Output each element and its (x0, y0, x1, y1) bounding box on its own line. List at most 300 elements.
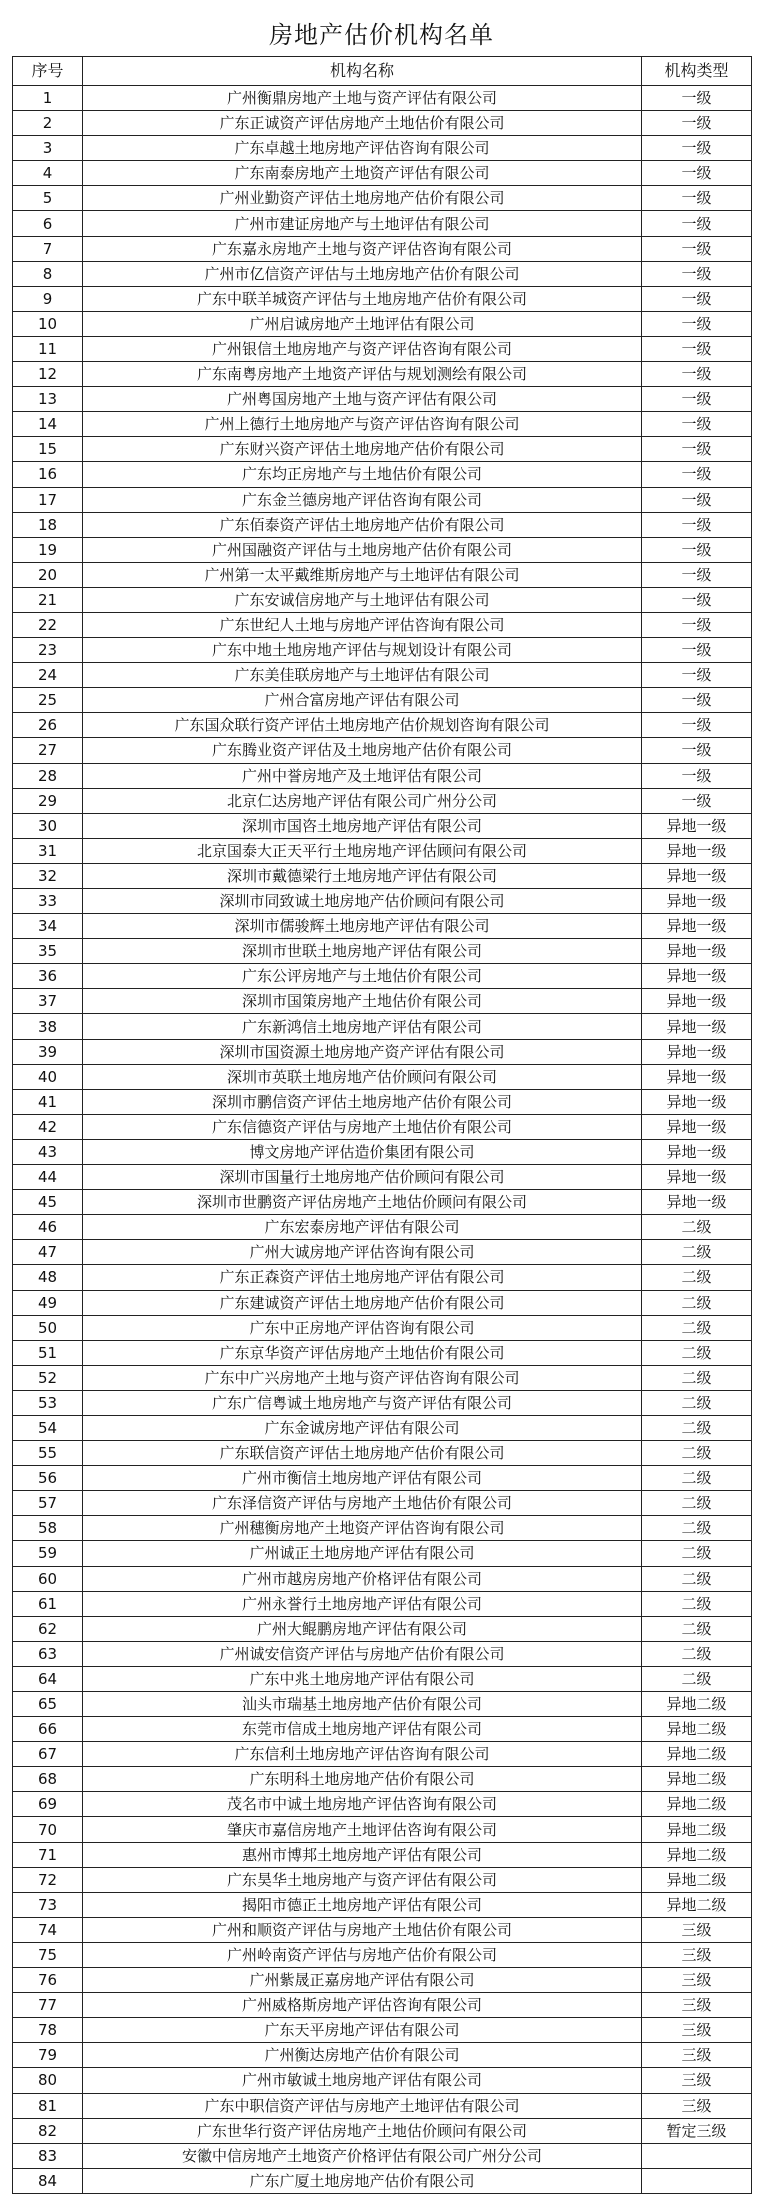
row-agency-type: 二级 (642, 1315, 752, 1340)
row-index: 26 (13, 713, 83, 738)
row-agency-name: 东莞市信成土地房地产评估有限公司 (83, 1717, 642, 1742)
row-agency-type: 三级 (642, 1917, 752, 1942)
row-agency-name: 广东公评房地产与土地估价有限公司 (83, 964, 642, 989)
table-row (13, 462, 752, 487)
table-row (13, 487, 752, 512)
row-agency-name: 广州市敏诚土地房地产评估有限公司 (83, 2068, 642, 2093)
table-row (13, 1767, 752, 1792)
table-row (13, 1466, 752, 1491)
row-agency-type: 一级 (642, 336, 752, 361)
row-agency-type: 三级 (642, 1993, 752, 2018)
table-row (13, 2018, 752, 2043)
row-agency-name: 广东联信资产评估土地房地产估价有限公司 (83, 1441, 642, 1466)
table-row (13, 1265, 752, 1290)
row-agency-name: 广东卓越土地房地产评估咨询有限公司 (83, 136, 642, 161)
row-index: 60 (13, 1566, 83, 1591)
row-agency-type: 三级 (642, 1968, 752, 1993)
row-agency-type: 一级 (642, 788, 752, 813)
row-agency-type: 异地一级 (642, 1014, 752, 1039)
row-agency-name: 广东金诚房地产评估有限公司 (83, 1415, 642, 1440)
row-agency-type (642, 2168, 752, 2193)
row-index: 24 (13, 663, 83, 688)
row-agency-name: 广州诚安信资产评估与房地产估价有限公司 (83, 1641, 642, 1666)
table-header-row (13, 57, 752, 86)
row-index: 53 (13, 1390, 83, 1415)
row-index: 12 (13, 362, 83, 387)
row-agency-type: 一级 (642, 362, 752, 387)
row-index: 62 (13, 1616, 83, 1641)
row-agency-name: 深圳市国策房地产土地估价有限公司 (83, 989, 642, 1014)
agency-table (12, 56, 752, 2194)
table-row (13, 1717, 752, 1742)
table-row (13, 1240, 752, 1265)
row-agency-type: 二级 (642, 1365, 752, 1390)
row-agency-name: 广州国融资产评估与土地房地产估价有限公司 (83, 537, 642, 562)
row-agency-type: 二级 (642, 1415, 752, 1440)
row-index: 55 (13, 1441, 83, 1466)
row-agency-type: 异地一级 (642, 1139, 752, 1164)
row-index: 73 (13, 1892, 83, 1917)
row-index: 32 (13, 863, 83, 888)
row-agency-name: 广州市衡信土地房地产评估有限公司 (83, 1466, 642, 1491)
row-agency-name: 广东佰泰资产评估土地房地产估价有限公司 (83, 512, 642, 537)
table-row (13, 1692, 752, 1717)
row-index: 16 (13, 462, 83, 487)
row-agency-name: 广州启诚房地产土地评估有限公司 (83, 311, 642, 336)
row-index: 21 (13, 587, 83, 612)
table-row (13, 1917, 752, 1942)
row-agency-name: 广东金兰德房地产评估咨询有限公司 (83, 487, 642, 512)
row-agency-type: 异地二级 (642, 1717, 752, 1742)
row-agency-type: 异地二级 (642, 1692, 752, 1717)
row-agency-name: 广州紫晟正嘉房地产评估有限公司 (83, 1968, 642, 1993)
row-index: 38 (13, 1014, 83, 1039)
row-agency-name: 广东广厦土地房地产估价有限公司 (83, 2168, 642, 2193)
row-index: 57 (13, 1491, 83, 1516)
row-index: 9 (13, 286, 83, 311)
row-agency-type: 异地一级 (642, 838, 752, 863)
row-agency-type: 异地一级 (642, 813, 752, 838)
row-index: 74 (13, 1917, 83, 1942)
row-index: 10 (13, 311, 83, 336)
row-agency-name: 广东中正房地产评估咨询有限公司 (83, 1315, 642, 1340)
row-agency-name: 广东正森资产评估土地房地产评估有限公司 (83, 1265, 642, 1290)
row-agency-type: 一级 (642, 136, 752, 161)
table-row (13, 2143, 752, 2168)
table-row (13, 1566, 752, 1591)
row-index: 22 (13, 612, 83, 637)
row-agency-type: 一级 (642, 638, 752, 663)
row-index: 66 (13, 1717, 83, 1742)
row-agency-name: 广东明科土地房地产估价有限公司 (83, 1767, 642, 1792)
row-index: 43 (13, 1139, 83, 1164)
row-index: 1 (13, 86, 83, 111)
table-row (13, 1867, 752, 1892)
table-row (13, 788, 752, 813)
row-index: 17 (13, 487, 83, 512)
row-index: 46 (13, 1215, 83, 1240)
row-agency-name: 广州第一太平戴维斯房地产与土地评估有限公司 (83, 562, 642, 587)
row-index: 65 (13, 1692, 83, 1717)
row-index: 30 (13, 813, 83, 838)
row-agency-type: 一级 (642, 462, 752, 487)
header-index: 序号 (13, 57, 83, 86)
row-agency-type: 二级 (642, 1516, 752, 1541)
table-row (13, 311, 752, 336)
row-index: 56 (13, 1466, 83, 1491)
row-index: 68 (13, 1767, 83, 1792)
row-agency-type: 一级 (642, 612, 752, 637)
row-agency-name: 广州合富房地产评估有限公司 (83, 688, 642, 713)
row-index: 58 (13, 1516, 83, 1541)
row-index: 19 (13, 537, 83, 562)
row-agency-type: 一级 (642, 161, 752, 186)
row-agency-type: 异地一级 (642, 914, 752, 939)
row-index: 33 (13, 889, 83, 914)
row-agency-name: 广东天平房地产评估有限公司 (83, 2018, 642, 2043)
row-index: 48 (13, 1265, 83, 1290)
row-index: 18 (13, 512, 83, 537)
row-agency-type: 一级 (642, 437, 752, 462)
row-agency-type: 异地一级 (642, 1190, 752, 1215)
row-agency-name: 广州大鲲鹏房地产评估有限公司 (83, 1616, 642, 1641)
row-agency-name: 广东世华行资产评估房地产土地估价顾问有限公司 (83, 2118, 642, 2143)
row-index: 3 (13, 136, 83, 161)
table-row (13, 612, 752, 637)
row-index: 49 (13, 1290, 83, 1315)
row-agency-type: 异地一级 (642, 1064, 752, 1089)
table-row (13, 763, 752, 788)
row-agency-name: 深圳市英联土地房地产估价顾问有限公司 (83, 1064, 642, 1089)
header-agency-type: 机构类型 (642, 57, 752, 86)
row-agency-name: 广州市建证房地产与土地评估有限公司 (83, 211, 642, 236)
row-agency-type: 异地二级 (642, 1892, 752, 1917)
table-row (13, 211, 752, 236)
table-row (13, 1968, 752, 1993)
table-row (13, 914, 752, 939)
table-row (13, 111, 752, 136)
row-agency-name: 广州业勤资产评估土地房地产估价有限公司 (83, 186, 642, 211)
row-agency-type: 二级 (642, 1466, 752, 1491)
row-agency-type: 一级 (642, 236, 752, 261)
row-agency-type: 异地二级 (642, 1867, 752, 1892)
row-agency-type: 异地一级 (642, 939, 752, 964)
row-index: 7 (13, 236, 83, 261)
table-row (13, 1591, 752, 1616)
row-agency-type: 异地二级 (642, 1842, 752, 1867)
row-agency-name: 广东泽信资产评估与房地产土地估价有限公司 (83, 1491, 642, 1516)
row-agency-type: 异地一级 (642, 964, 752, 989)
row-agency-name: 广州银信土地房地产与资产评估咨询有限公司 (83, 336, 642, 361)
row-agency-name: 北京国泰大正天平行土地房地产评估顾问有限公司 (83, 838, 642, 863)
table-row (13, 1742, 752, 1767)
table-row (13, 1842, 752, 1867)
row-agency-type: 异地一级 (642, 1114, 752, 1139)
row-index: 67 (13, 1742, 83, 1767)
row-agency-name: 汕头市瑞基土地房地产估价有限公司 (83, 1692, 642, 1717)
row-agency-name: 广州衡鼎房地产土地与资产评估有限公司 (83, 86, 642, 111)
row-index: 61 (13, 1591, 83, 1616)
row-agency-type: 二级 (642, 1340, 752, 1365)
row-agency-type: 异地一级 (642, 1039, 752, 1064)
row-agency-type: 一级 (642, 387, 752, 412)
row-agency-name: 广东中广兴房地产土地与资产评估咨询有限公司 (83, 1365, 642, 1390)
row-index: 31 (13, 838, 83, 863)
row-index: 41 (13, 1089, 83, 1114)
row-agency-type: 二级 (642, 1666, 752, 1691)
row-agency-name: 广州永誉行土地房地产评估有限公司 (83, 1591, 642, 1616)
row-agency-name: 惠州市博邦土地房地产评估有限公司 (83, 1842, 642, 1867)
table-row (13, 838, 752, 863)
row-agency-type: 异地一级 (642, 863, 752, 888)
row-agency-type: 异地一级 (642, 1089, 752, 1114)
row-index: 72 (13, 1867, 83, 1892)
table-row (13, 362, 752, 387)
table-row (13, 1892, 752, 1917)
row-agency-name: 深圳市戴德梁行土地房地产评估有限公司 (83, 863, 642, 888)
row-agency-type: 一级 (642, 562, 752, 587)
table-row (13, 1641, 752, 1666)
row-agency-type: 一级 (642, 261, 752, 286)
row-agency-name: 广州上德行土地房地产与资产评估咨询有限公司 (83, 412, 642, 437)
table-row (13, 1139, 752, 1164)
table-row (13, 1942, 752, 1967)
table-row (13, 1215, 752, 1240)
row-agency-name: 茂名市中诚土地房地产评估咨询有限公司 (83, 1792, 642, 1817)
row-agency-name: 深圳市世联土地房地产评估有限公司 (83, 939, 642, 964)
row-agency-name: 深圳市国量行土地房地产估价顾问有限公司 (83, 1165, 642, 1190)
row-agency-name: 安徽中信房地产土地资产价格评估有限公司广州分公司 (83, 2143, 642, 2168)
row-agency-name: 广东昊华土地房地产与资产评估有限公司 (83, 1867, 642, 1892)
table-row (13, 186, 752, 211)
row-agency-type: 二级 (642, 1541, 752, 1566)
row-agency-name: 广州大诚房地产评估咨询有限公司 (83, 1240, 642, 1265)
table-row (13, 738, 752, 763)
row-agency-name: 深圳市国咨土地房地产评估有限公司 (83, 813, 642, 838)
table-row (13, 161, 752, 186)
row-index: 47 (13, 1240, 83, 1265)
row-index: 64 (13, 1666, 83, 1691)
table-row (13, 2068, 752, 2093)
table-row (13, 1792, 752, 1817)
row-agency-name: 广东中联羊城资产评估与土地房地产估价有限公司 (83, 286, 642, 311)
row-agency-type: 一级 (642, 537, 752, 562)
row-index: 70 (13, 1817, 83, 1842)
row-agency-name: 广东均正房地产与土地估价有限公司 (83, 462, 642, 487)
row-agency-type: 二级 (642, 1591, 752, 1616)
row-index: 23 (13, 638, 83, 663)
row-agency-name: 广东嘉永房地产土地与资产评估咨询有限公司 (83, 236, 642, 261)
row-index: 42 (13, 1114, 83, 1139)
row-index: 50 (13, 1315, 83, 1340)
row-index: 4 (13, 161, 83, 186)
row-agency-type: 一级 (642, 111, 752, 136)
row-index: 63 (13, 1641, 83, 1666)
row-index: 11 (13, 336, 83, 361)
row-index: 76 (13, 1968, 83, 1993)
row-agency-type: 二级 (642, 1491, 752, 1516)
row-index: 25 (13, 688, 83, 713)
table-row (13, 1993, 752, 2018)
table-row (13, 2168, 752, 2193)
row-agency-type: 一级 (642, 663, 752, 688)
table-row (13, 412, 752, 437)
table-row (13, 1340, 752, 1365)
row-index: 15 (13, 437, 83, 462)
row-agency-name: 广东南泰房地产土地资产评估有限公司 (83, 161, 642, 186)
row-index: 40 (13, 1064, 83, 1089)
table-row (13, 1064, 752, 1089)
row-agency-name: 揭阳市德正土地房地产评估有限公司 (83, 1892, 642, 1917)
table-row (13, 1315, 752, 1340)
row-agency-type: 一级 (642, 713, 752, 738)
row-agency-type (642, 2143, 752, 2168)
row-index: 6 (13, 211, 83, 236)
table-row (13, 86, 752, 111)
table-row (13, 1415, 752, 1440)
table-row (13, 261, 752, 286)
row-agency-name: 广东正诚资产评估房地产土地估价有限公司 (83, 111, 642, 136)
row-index: 5 (13, 186, 83, 211)
row-agency-type: 一级 (642, 311, 752, 336)
row-index: 84 (13, 2168, 83, 2193)
row-index: 20 (13, 562, 83, 587)
table-row (13, 1165, 752, 1190)
row-agency-type: 一级 (642, 688, 752, 713)
table-row (13, 713, 752, 738)
table-row (13, 1817, 752, 1842)
row-index: 37 (13, 989, 83, 1014)
row-index: 52 (13, 1365, 83, 1390)
row-index: 13 (13, 387, 83, 412)
row-agency-name: 广州和顺资产评估与房地产土地估价有限公司 (83, 1917, 642, 1942)
row-agency-name: 肇庆市嘉信房地产土地评估咨询有限公司 (83, 1817, 642, 1842)
table-row (13, 587, 752, 612)
row-index: 35 (13, 939, 83, 964)
row-index: 34 (13, 914, 83, 939)
row-index: 78 (13, 2018, 83, 2043)
table-row (13, 1516, 752, 1541)
row-agency-type: 二级 (642, 1240, 752, 1265)
row-agency-name: 广东建诚资产评估土地房地产估价有限公司 (83, 1290, 642, 1315)
table-row (13, 286, 752, 311)
row-agency-name: 广东新鸿信土地房地产评估有限公司 (83, 1014, 642, 1039)
row-agency-name: 广州市亿信资产评估与土地房地产估价有限公司 (83, 261, 642, 286)
table-row (13, 989, 752, 1014)
row-agency-name: 广东美佳联房地产与土地评估有限公司 (83, 663, 642, 688)
row-agency-name: 广州衡达房地产估价有限公司 (83, 2043, 642, 2068)
row-agency-name: 北京仁达房地产评估有限公司广州分公司 (83, 788, 642, 813)
row-agency-name: 深圳市鹏信资产评估土地房地产估价有限公司 (83, 1089, 642, 1114)
row-agency-name: 广州市越房房地产价格评估有限公司 (83, 1566, 642, 1591)
row-index: 80 (13, 2068, 83, 2093)
row-agency-name: 广州穗衡房地产土地资产评估咨询有限公司 (83, 1516, 642, 1541)
row-index: 2 (13, 111, 83, 136)
table-row (13, 562, 752, 587)
row-agency-name: 深圳市国资源土地房地产资产评估有限公司 (83, 1039, 642, 1064)
row-agency-name: 广州威格斯房地产评估咨询有限公司 (83, 1993, 642, 2018)
row-agency-type: 一级 (642, 211, 752, 236)
table-row (13, 1666, 752, 1691)
row-agency-name: 博文房地产评估造价集团有限公司 (83, 1139, 642, 1164)
row-agency-type: 二级 (642, 1566, 752, 1591)
row-index: 44 (13, 1165, 83, 1190)
table-row (13, 1616, 752, 1641)
table-row (13, 889, 752, 914)
table-body (13, 86, 752, 2194)
row-index: 39 (13, 1039, 83, 1064)
table-row (13, 537, 752, 562)
table-row (13, 964, 752, 989)
row-agency-name: 广州中誉房地产及土地评估有限公司 (83, 763, 642, 788)
row-agency-type: 二级 (642, 1215, 752, 1240)
table-row (13, 2043, 752, 2068)
row-index: 14 (13, 412, 83, 437)
document-page (12, 14, 751, 2194)
row-agency-name: 广东南粤房地产土地资产评估与规划测绘有限公司 (83, 362, 642, 387)
table-row (13, 813, 752, 838)
row-agency-type: 一级 (642, 186, 752, 211)
row-index: 36 (13, 964, 83, 989)
row-index: 27 (13, 738, 83, 763)
table-row (13, 1290, 752, 1315)
table-row (13, 336, 752, 361)
row-agency-type: 二级 (642, 1290, 752, 1315)
row-index: 29 (13, 788, 83, 813)
document-title: 房地产估价机构名单 (269, 21, 494, 49)
row-agency-type: 二级 (642, 1616, 752, 1641)
row-agency-name: 广东宏泰房地产评估有限公司 (83, 1215, 642, 1240)
table-row (13, 939, 752, 964)
row-index: 59 (13, 1541, 83, 1566)
row-agency-name: 广州岭南资产评估与房地产估价有限公司 (83, 1942, 642, 1967)
row-agency-type: 一级 (642, 512, 752, 537)
row-agency-name: 深圳市儒骏辉土地房地产评估有限公司 (83, 914, 642, 939)
row-agency-type: 一级 (642, 738, 752, 763)
row-agency-type: 三级 (642, 2018, 752, 2043)
row-agency-name: 广东信德资产评估与房地产土地估价有限公司 (83, 1114, 642, 1139)
row-agency-type: 二级 (642, 1641, 752, 1666)
row-agency-type: 暂定三级 (642, 2118, 752, 2143)
row-index: 69 (13, 1792, 83, 1817)
table-row (13, 863, 752, 888)
row-agency-type: 一级 (642, 286, 752, 311)
row-agency-name: 广东京华资产评估房地产土地估价有限公司 (83, 1340, 642, 1365)
row-agency-type: 异地二级 (642, 1742, 752, 1767)
row-agency-name: 广东中兆土地房地产评估有限公司 (83, 1666, 642, 1691)
table-row (13, 1491, 752, 1516)
row-agency-type: 异地一级 (642, 989, 752, 1014)
row-agency-type: 一级 (642, 86, 752, 111)
row-agency-type: 二级 (642, 1441, 752, 1466)
row-agency-type: 二级 (642, 1390, 752, 1415)
table-row (13, 236, 752, 261)
row-index: 45 (13, 1190, 83, 1215)
row-agency-type: 三级 (642, 2068, 752, 2093)
row-agency-type: 异地二级 (642, 1792, 752, 1817)
row-agency-type: 异地二级 (642, 1767, 752, 1792)
table-row (13, 638, 752, 663)
row-agency-name: 深圳市同致诚土地房地产估价顾问有限公司 (83, 889, 642, 914)
row-index: 71 (13, 1842, 83, 1867)
row-agency-name: 广州诚正土地房地产评估有限公司 (83, 1541, 642, 1566)
table-row (13, 1039, 752, 1064)
row-agency-name: 广东中职信资产评估与房地产土地评估有限公司 (83, 2093, 642, 2118)
header-agency-name: 机构名称 (83, 57, 642, 86)
row-index: 28 (13, 763, 83, 788)
row-agency-type: 一级 (642, 412, 752, 437)
table-row (13, 663, 752, 688)
